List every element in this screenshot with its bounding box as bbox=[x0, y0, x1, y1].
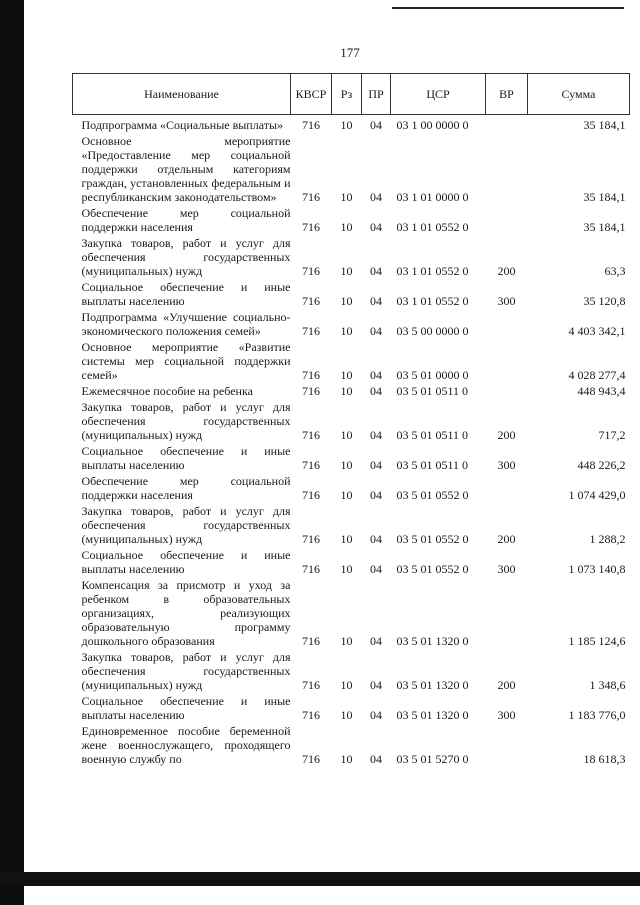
cell-csr: 03 5 01 0511 0 bbox=[396, 428, 469, 442]
cell-pr: 04 bbox=[370, 368, 382, 382]
scan-edge-left bbox=[0, 0, 24, 905]
table-row bbox=[73, 132, 630, 204]
cell-csr: 03 5 01 1320 0 bbox=[396, 634, 469, 648]
cell-csr: 03 5 01 0552 0 bbox=[396, 532, 469, 546]
cell-pr: 04 bbox=[370, 384, 382, 398]
cell-csr: 03 1 01 0552 0 bbox=[396, 294, 469, 308]
header-name: Наименование bbox=[73, 74, 291, 115]
cell-name: Обеспечение мер социальной поддержки населения bbox=[81, 474, 291, 502]
cell-csr: 03 5 01 5270 0 bbox=[396, 752, 469, 766]
cell-pr: 04 bbox=[370, 264, 382, 278]
cell-csr: 03 5 01 0000 0 bbox=[396, 368, 469, 382]
cell-sum: 35 120,8 bbox=[583, 294, 626, 308]
cell-rz: 10 bbox=[340, 190, 353, 204]
cell-vr bbox=[486, 132, 528, 204]
cell-name: Ежемесячное пособие на ребенка bbox=[81, 384, 253, 398]
cell-pr: 04 bbox=[370, 532, 382, 546]
cell-csr: 03 1 01 0552 0 bbox=[396, 264, 469, 278]
cell-pr: 04 bbox=[370, 220, 382, 234]
cell-kvsr: 716 bbox=[302, 220, 320, 234]
cell-rz: 10 bbox=[340, 678, 353, 692]
table-row bbox=[73, 722, 630, 766]
table-row bbox=[73, 692, 630, 722]
cell-pr: 04 bbox=[370, 458, 382, 472]
table-row bbox=[73, 442, 630, 472]
budget-table bbox=[72, 73, 630, 766]
cell-kvsr: 716 bbox=[302, 458, 320, 472]
cell-pr: 04 bbox=[370, 428, 382, 442]
scan-edge-bottom bbox=[0, 872, 640, 886]
cell-csr: 03 5 01 0552 0 bbox=[396, 562, 469, 576]
cell-rz: 10 bbox=[340, 428, 353, 442]
cell-vr: 200 bbox=[497, 264, 516, 278]
cell-vr bbox=[486, 204, 528, 234]
cell-kvsr: 716 bbox=[302, 118, 320, 132]
cell-sum: 448 943,4 bbox=[577, 384, 626, 398]
table-row bbox=[73, 398, 630, 442]
cell-vr bbox=[486, 576, 528, 648]
page-number: 177 bbox=[340, 45, 360, 60]
cell-pr: 04 bbox=[370, 190, 382, 204]
cell-kvsr: 716 bbox=[302, 190, 320, 204]
cell-kvsr: 716 bbox=[302, 532, 320, 546]
cell-vr bbox=[486, 472, 528, 502]
cell-sum: 1 185 124,6 bbox=[568, 634, 626, 648]
cell-kvsr: 716 bbox=[302, 324, 320, 338]
cell-rz: 10 bbox=[340, 368, 353, 382]
cell-vr: 300 bbox=[497, 708, 516, 722]
cell-name: Закупка товаров, работ и услуг для обеспечения государственных (муниципальных) нужд bbox=[81, 504, 291, 546]
cell-name: Подпрограмма «Улучшение социально-экономического положения семей» bbox=[81, 310, 291, 338]
cell-vr bbox=[486, 308, 528, 338]
cell-rz: 10 bbox=[340, 562, 353, 576]
header-sum: Сумма bbox=[528, 74, 630, 115]
cell-name: Закупка товаров, работ и услуг для обеспечения государственных (муниципальных) нужд bbox=[81, 400, 291, 442]
cell-csr: 03 1 01 0000 0 bbox=[396, 190, 469, 204]
cell-name: Закупка товаров, работ и услуг для обеспечения государственных (муниципальных) нужд bbox=[81, 236, 291, 278]
cell-csr: 03 5 01 0511 0 bbox=[396, 458, 469, 472]
cell-sum: 35 184,1 bbox=[583, 220, 626, 234]
table-row bbox=[73, 308, 630, 338]
cell-sum: 1 288,2 bbox=[589, 532, 626, 546]
cell-pr: 04 bbox=[370, 562, 382, 576]
cell-kvsr: 716 bbox=[302, 634, 320, 648]
header-pr: ПР bbox=[362, 74, 391, 115]
cell-csr: 03 1 01 0552 0 bbox=[396, 220, 469, 234]
cell-csr: 03 5 01 1320 0 bbox=[396, 678, 469, 692]
cell-rz: 10 bbox=[340, 708, 353, 722]
header-vr: ВР bbox=[486, 74, 528, 115]
cell-kvsr: 716 bbox=[302, 294, 320, 308]
cell-vr bbox=[486, 382, 528, 398]
cell-name: Компенсация за присмотр и уход за ребенком в образовательных организациях, реализующих образовательную программу дошкольного образования bbox=[81, 578, 291, 648]
table-row bbox=[73, 576, 630, 648]
cell-rz: 10 bbox=[340, 634, 353, 648]
cell-sum: 18 618,3 bbox=[583, 752, 626, 766]
cell-csr: 03 1 00 0000 0 bbox=[396, 118, 469, 132]
cell-sum: 4 403 342,1 bbox=[568, 324, 626, 338]
cell-name: Социальное обеспечение и иные выплаты населению bbox=[81, 280, 291, 308]
cell-name: Социальное обеспечение и иные выплаты населению bbox=[81, 444, 291, 472]
cell-rz: 10 bbox=[340, 752, 353, 766]
cell-vr: 300 bbox=[497, 562, 516, 576]
cell-rz: 10 bbox=[340, 532, 353, 546]
cell-name: Социальное обеспечение и иные выплаты населению bbox=[81, 694, 291, 722]
cell-csr: 03 5 01 0552 0 bbox=[396, 488, 469, 502]
cell-rz: 10 bbox=[340, 324, 353, 338]
cell-rz: 10 bbox=[340, 264, 353, 278]
header-rz: Рз bbox=[332, 74, 362, 115]
cell-csr: 03 5 01 1320 0 bbox=[396, 708, 469, 722]
cell-rz: 10 bbox=[340, 488, 353, 502]
header-kvsr: КВСР bbox=[291, 74, 332, 115]
table-row bbox=[73, 382, 630, 398]
cell-pr: 04 bbox=[370, 634, 382, 648]
cell-rz: 10 bbox=[340, 220, 353, 234]
table-row bbox=[73, 115, 630, 133]
table-row bbox=[73, 338, 630, 382]
table-row bbox=[73, 472, 630, 502]
cell-vr bbox=[486, 722, 528, 766]
cell-sum: 35 184,1 bbox=[583, 190, 626, 204]
cell-sum: 717,2 bbox=[598, 428, 626, 442]
cell-vr: 300 bbox=[497, 294, 516, 308]
cell-name: Подпрограмма «Социальные выплаты» bbox=[81, 118, 284, 132]
table-row bbox=[73, 546, 630, 576]
cell-kvsr: 716 bbox=[302, 488, 320, 502]
cell-sum: 1 183 776,0 bbox=[568, 708, 626, 722]
cell-rz: 10 bbox=[340, 118, 353, 132]
cell-kvsr: 716 bbox=[302, 428, 320, 442]
cell-rz: 10 bbox=[340, 384, 353, 398]
cell-pr: 04 bbox=[370, 324, 382, 338]
cell-kvsr: 716 bbox=[302, 562, 320, 576]
cell-sum: 35 184,1 bbox=[583, 118, 626, 132]
cell-kvsr: 716 bbox=[302, 752, 320, 766]
cell-sum: 448 226,2 bbox=[577, 458, 626, 472]
cell-kvsr: 716 bbox=[302, 384, 320, 398]
cell-rz: 10 bbox=[340, 294, 353, 308]
cell-vr: 200 bbox=[497, 678, 516, 692]
cell-pr: 04 bbox=[370, 294, 382, 308]
cell-pr: 04 bbox=[370, 488, 382, 502]
table-header bbox=[73, 74, 630, 115]
cell-vr bbox=[486, 115, 528, 133]
cell-sum: 1 348,6 bbox=[589, 678, 626, 692]
header-csr: ЦСР bbox=[391, 74, 486, 115]
cell-name: Основное мероприятие «Предоставление мер социальной поддержки отдельным категориям граждан, установленных федеральным и республиканским законодательством» bbox=[81, 134, 291, 204]
cell-sum: 63,3 bbox=[604, 264, 626, 278]
cell-sum: 4 028 277,4 bbox=[568, 368, 626, 382]
cell-kvsr: 716 bbox=[302, 368, 320, 382]
scan-edge-top bbox=[392, 7, 624, 9]
cell-name: Социальное обеспечение и иные выплаты населению bbox=[81, 548, 291, 576]
cell-vr bbox=[486, 338, 528, 382]
cell-csr: 03 5 00 0000 0 bbox=[396, 324, 469, 338]
cell-kvsr: 716 bbox=[302, 708, 320, 722]
cell-pr: 04 bbox=[370, 678, 382, 692]
cell-kvsr: 716 bbox=[302, 678, 320, 692]
table-row bbox=[73, 648, 630, 692]
cell-kvsr: 716 bbox=[302, 264, 320, 278]
cell-pr: 04 bbox=[370, 118, 382, 132]
table-row bbox=[73, 234, 630, 278]
cell-csr: 03 5 01 0511 0 bbox=[396, 384, 469, 398]
table-row bbox=[73, 278, 630, 308]
cell-vr: 200 bbox=[497, 532, 516, 546]
cell-name: Единовременное пособие беременной жене военнослужащего, проходящего военную службу по bbox=[81, 724, 291, 766]
cell-sum: 1 074 429,0 bbox=[568, 488, 626, 502]
table-row bbox=[73, 204, 630, 234]
cell-pr: 04 bbox=[370, 708, 382, 722]
table-row bbox=[73, 502, 630, 546]
table-body bbox=[73, 115, 630, 767]
cell-vr: 300 bbox=[497, 458, 516, 472]
cell-rz: 10 bbox=[340, 458, 353, 472]
cell-name: Обеспечение мер социальной поддержки населения bbox=[81, 206, 291, 234]
cell-name: Закупка товаров, работ и услуг для обеспечения государственных (муниципальных) нужд bbox=[81, 650, 291, 692]
cell-sum: 1 073 140,8 bbox=[568, 562, 626, 576]
cell-name: Основное мероприятие «Развитие системы мер социальной поддержки семей» bbox=[81, 340, 291, 382]
cell-pr: 04 bbox=[370, 752, 382, 766]
cell-vr: 200 bbox=[497, 428, 516, 442]
